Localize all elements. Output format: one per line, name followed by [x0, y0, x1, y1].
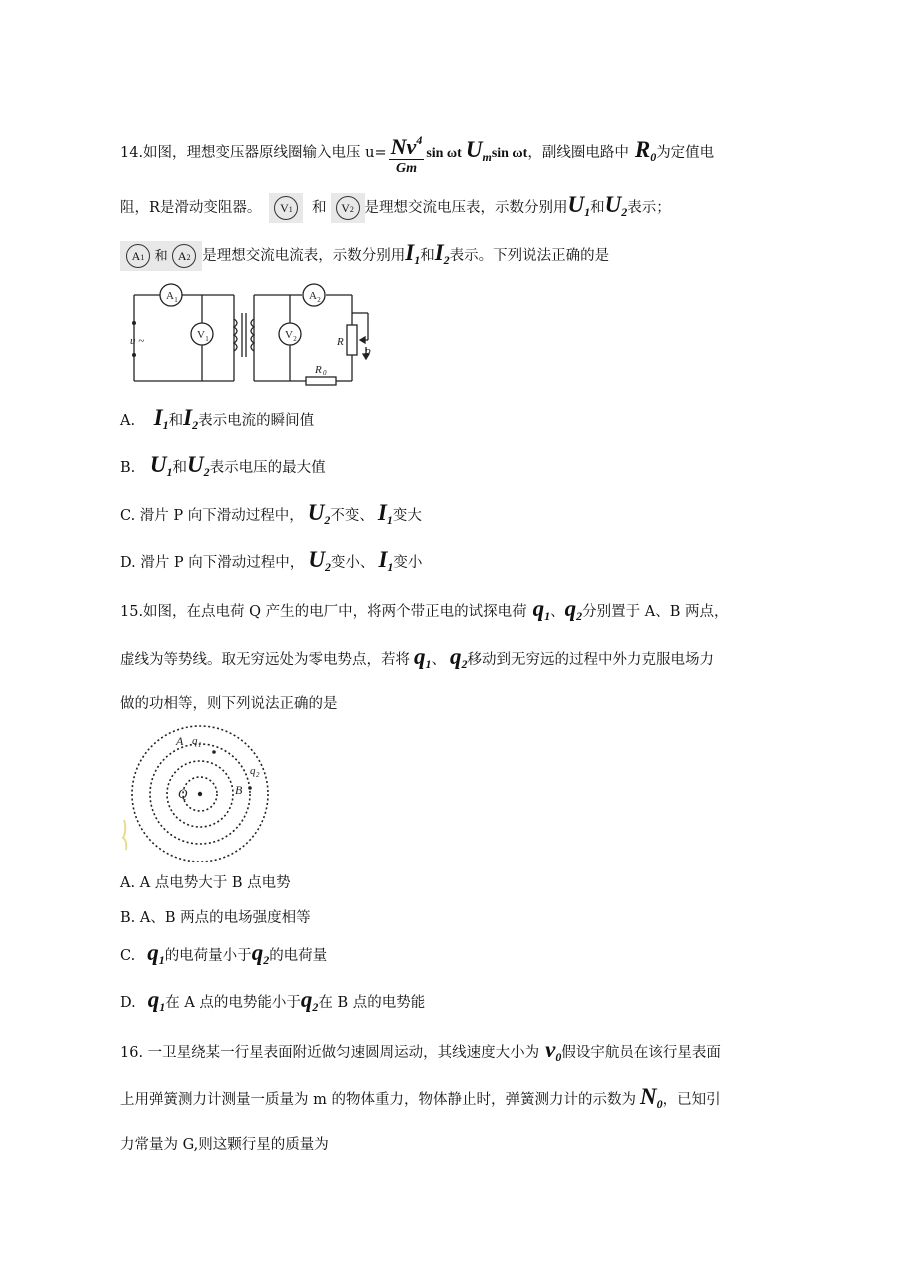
slider-P-label: P [364, 347, 371, 359]
q16-stem-line3: 力常量为 G,则这颗行星的质量为 [120, 1137, 329, 1153]
svg-text:2: 2 [293, 335, 297, 343]
transformer-circuit-diagram [122, 283, 382, 388]
q15-stem-line2: 虚线为等势线。取无穷远处为零电势点，若将 $q_1$、 $q_2$移动到无穷远的过程中外力克服电场力 [120, 644, 714, 671]
q14-voltage-fraction: $\frac{Nv^4}{Gm}$ [389, 128, 425, 178]
svg-text:2: 2 [256, 771, 260, 779]
q14-Um-symbol: U [465, 137, 483, 162]
svg-text:1: 1 [174, 296, 178, 304]
q16-stem-line1: 16. 一卫星绕某一行星表面附近做匀速圆周运动，其线速度大小为 $v_0$假设宇航员在该行星表面 [120, 1037, 721, 1064]
q15-stem-line3: 做的功相等，则下列说法正确的是 [120, 696, 338, 712]
q14-R0-symbol: R [634, 137, 651, 162]
q14-lead-text: 14.如图，理想变压器原线圈输入电压 u= [120, 145, 387, 161]
charge-q1-label: q [192, 735, 198, 747]
charge-q2-label: q [250, 765, 256, 777]
voltmeter-v2-label: V [285, 329, 293, 341]
q14-sin-term-2: sin ωt [491, 146, 528, 161]
q15-option-c: C. $q_1$的电荷量小于$q_2$的电荷量 [120, 940, 328, 967]
svg-text:1: 1 [198, 741, 202, 749]
voltmeter-v2-icon: V2 [331, 193, 365, 223]
point-B-label: B [235, 783, 243, 797]
q14-stem-line3: A1 和 A2 是理想交流电流表，示数分别用$I_1$和$I_2$表示。下列说法正确的是 [120, 240, 609, 271]
q14-sin-term-1: sin ωt [426, 146, 462, 161]
svg-text:2: 2 [317, 296, 321, 304]
q15-stem-line1: 15.如图，在点电荷 Q 产生的电厂中，将两个带正电的试探电荷 $q_1$、$q_2$分别置于 A、B 两点， [120, 596, 729, 623]
q14-option-b: B. $U_1$和$U_2$表示电压的最大值 [120, 452, 326, 479]
q15-option-b: B. A、B 两点的电场强度相等 [120, 910, 311, 926]
ammeter-a1-a2-icon: A1 和 A2 [120, 241, 202, 271]
q14-option-c: C. 滑片 P 向下滑动过程中， $U_2$不变、 $I_1$变大 [120, 500, 422, 527]
q15-option-a: A. A 点电势大于 B 点电势 [120, 875, 291, 891]
q14-stem-line2: 阻，R是滑动变阻器。 V1 和 V2 是理想交流电压表，示数分别用$U_1$和$U_2$表示； [120, 192, 671, 223]
equipotential-lines-diagram [120, 722, 290, 862]
ammeter-a1-label: A [166, 290, 174, 302]
ammeter-a2-label: A [309, 290, 317, 302]
source-charge-Q-label: Q [178, 786, 188, 801]
rheostat-R-label: R [337, 336, 344, 348]
q16-stem-line2: 上用弹簧测力计测量一质量为 m 的物体重力，物体静止时，弹簧测力计的示数为 $N_0$，已知引 [120, 1084, 721, 1111]
svg-text:0: 0 [323, 369, 327, 377]
q14-stem-line1: 14.如图，理想变压器原线圈输入电压 u= $\frac{Nv^4}{Gm}$ sin ωt $U_m\sin$ ωt，副线圈电路中 $R_0$为定值电 [120, 128, 714, 178]
voltmeter-v1-label: V [197, 329, 205, 341]
q14-option-d: D. 滑片 P 向下滑动过程中， $U_2$变小、 $I_1$变小 [120, 547, 423, 574]
point-A-label: A [176, 734, 184, 748]
svg-text:1: 1 [205, 335, 209, 343]
q14-option-a: A. $I_1$和$I_2$表示电流的瞬间值 [120, 405, 315, 432]
source-u-label: u ~ [130, 335, 145, 347]
q15-option-d: D. $q_1$在 A 点的电势能小于$q_2$在 B 点的电势能 [120, 987, 426, 1014]
voltmeter-v1-icon: V1 [269, 193, 303, 223]
resistor-R0-label: R [315, 364, 322, 376]
